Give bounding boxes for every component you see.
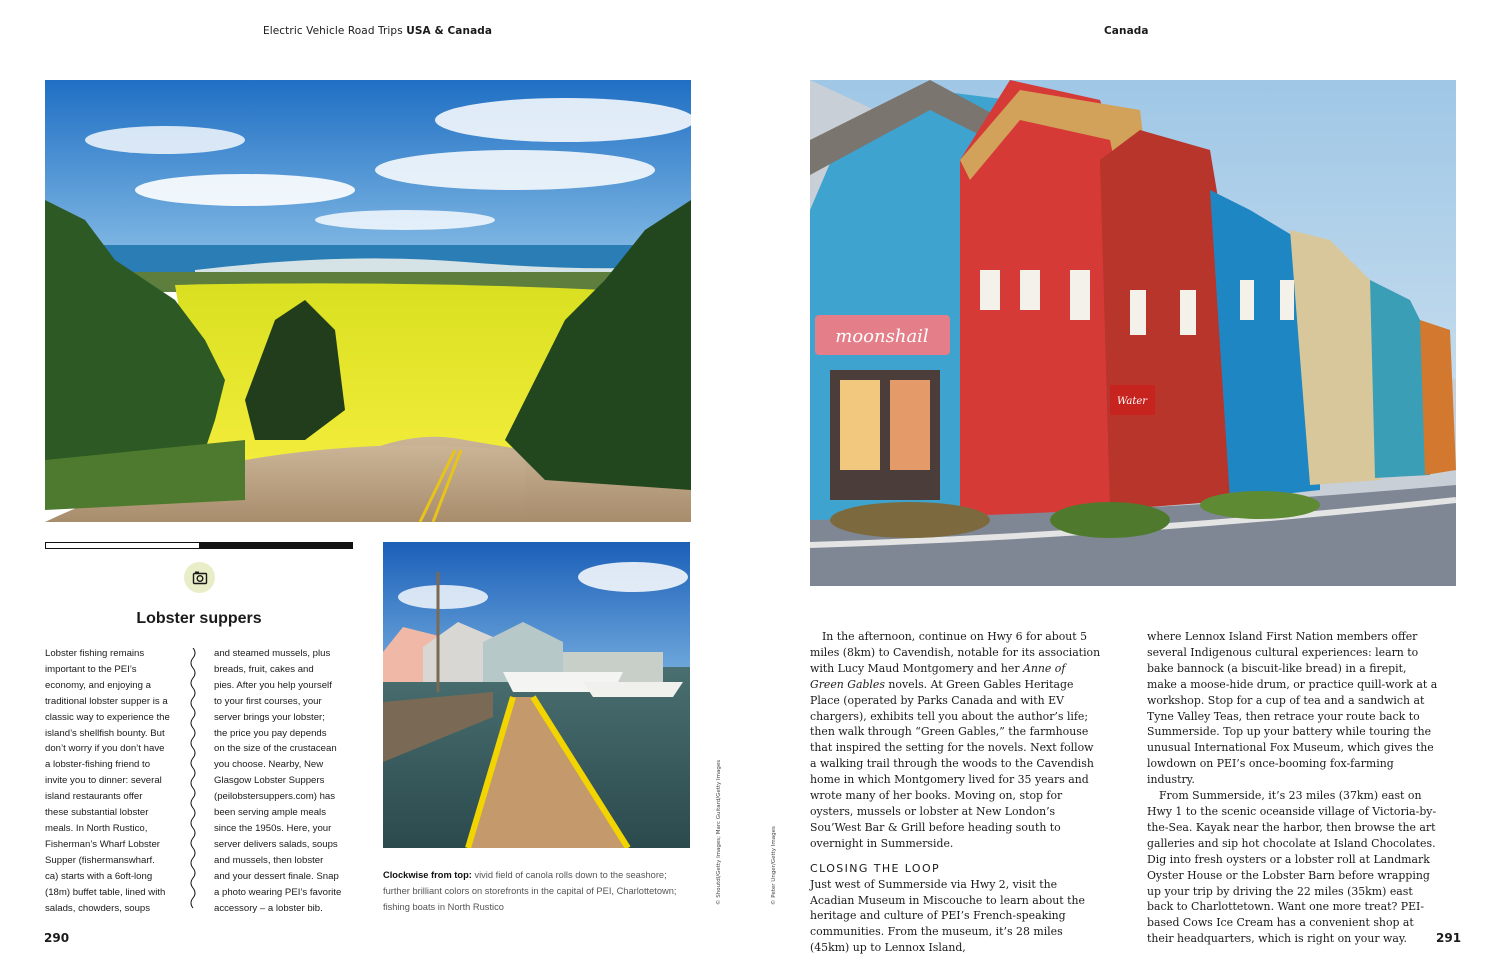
photo-credit-left: © Shoutdl/Getty Images; Marc Guitard/Getty Images bbox=[716, 759, 722, 905]
article-paragraph-4: From Summerside, it’s 23 miles (37km) east on Hwy 1 to the scenic oceanside village of Victoria-by-the-Sea. Kayak near the harbor, then browse the art galleries and sip hot chocolate at Island Chocolates. Dig into fresh oysters or a lobster roll at Landmark Oyster House or the Lobster Barn before wrapping up your trip by driving the 22 miles (35km) east back to Charlottetown. Want one more treat? PEI-based Cows Ice Cream has a convenient shop at their headquarters, which is right on your way. bbox=[1147, 789, 1437, 946]
sign-moonsnail: moonshail bbox=[835, 326, 929, 347]
sidebar-rule-empty bbox=[46, 543, 199, 548]
sidebar-rule-bar bbox=[45, 542, 353, 549]
photo-charlottetown-storefronts bbox=[810, 80, 1456, 586]
photo-fishing-boats bbox=[383, 542, 690, 848]
page-number-right: 291 bbox=[1436, 931, 1462, 945]
running-head-series: Electric Vehicle Road Trips bbox=[263, 25, 403, 37]
page-number-left: 290 bbox=[44, 931, 70, 945]
caption-lead: Clockwise from top: bbox=[383, 870, 472, 880]
sidebar-rule-fill bbox=[199, 543, 352, 548]
photo-caption bbox=[383, 868, 683, 916]
photo-credit-right: © Peter Unger/Getty Images bbox=[771, 826, 777, 905]
sidebar-text-column-1: Lobster fishing remains important to the PEI’s economy, and enjoying a traditional lobster supper is a classic way to experience the island’s shellfish bounty. But don’t worry if you don’t have a lobster-fishing friend to invite you to dinner: several island restaurants offer these substantial lobster meals. In North Rustico, Fisherman’s Wharf Lobster Supper (fishermanswharf. ca) starts with a 6oft-long (18m) buffet table, lined with salads, chowders, soups bbox=[45, 648, 170, 914]
article-paragraph-1: In the afternoon, continue on Hwy 6 for about 5 miles (8km) to Cavendish, notable for its association with Lucy Maud Montgomery and her Anne of Green Gables novels. At Green Gables Heritage Place (operated by Parks Canada and with EV chargers), exhibits tell you about the author’s life; then walk through “Green Gables,” the farmhouse that inspired the setting for the novels. Next follow a walking trail through the woods to the Cavendish home in which Montgomery lived for 35 years and wrote many of her books. Moving on, stop for oysters, mussels or lobster at New London’s Sou’West Bar & Grill before heading south to overnight in Summerside. bbox=[810, 630, 1101, 850]
sidebar-wavy-divider bbox=[188, 648, 198, 913]
running-head-book: USA & Canada bbox=[406, 25, 493, 37]
running-head-right: Canada bbox=[1104, 25, 1149, 37]
sidebar-title: Lobster suppers bbox=[136, 610, 262, 627]
camera-icon bbox=[192, 570, 208, 586]
article-column-1 bbox=[810, 629, 1102, 956]
caption-text: vivid field of canola rolls down to the seashore; further brilliant colors on storefronts in the capital of PEI, Charlottetown; fishing boats in North Rustico bbox=[383, 870, 677, 912]
sidebar-text-column-2: and steamed mussels, plus breads, fruit, cakes and pies. After you help yourself to your first courses, your server brings your lobster; the price you pay depends on the size of the crustacean you choose. Nearby, New Glasgow Lobster Suppers (peilobstersuppers.com) has been serving ample meals since the 1950s. Here, your server delivers salads, soups and mussels, then lobster and your dessert finale. Snap a photo wearing PEI’s favorite accessory – a lobster bib. bbox=[214, 648, 342, 914]
article-paragraph-2: Just west of Summerside via Hwy 2, visit the Acadian Museum in Miscouche to learn about the heritage and culture of PEI’s French-speaking communities. From the museum, it’s 28 miles (45km) up to Lennox Island, bbox=[810, 877, 1085, 955]
sign-water-street: Water bbox=[1116, 396, 1148, 407]
book-title: Anne of Green Gables bbox=[810, 661, 1066, 691]
camera-badge bbox=[184, 562, 215, 593]
article-column-2 bbox=[1147, 629, 1439, 947]
running-head-left bbox=[263, 25, 492, 37]
article-subhead: CLOSING THE LOOP bbox=[810, 861, 941, 875]
photo-canola-field bbox=[45, 80, 691, 522]
article-paragraph-3: where Lennox Island First Nation members offer several Indigenous cultural experiences: learn to bake bannock (a biscuit-like bread) in a firepit, make a moose-hide drum, or practice quill-work at a workshop. Stop for a cup of tea and a sandwich at Tyne Valley Teas, then retrace your route back to Summerside. Top up your battery while touring the unusual International Fox Museum, which gives the lowdown on PEI’s once-booming fox-farming industry. bbox=[1147, 630, 1438, 787]
